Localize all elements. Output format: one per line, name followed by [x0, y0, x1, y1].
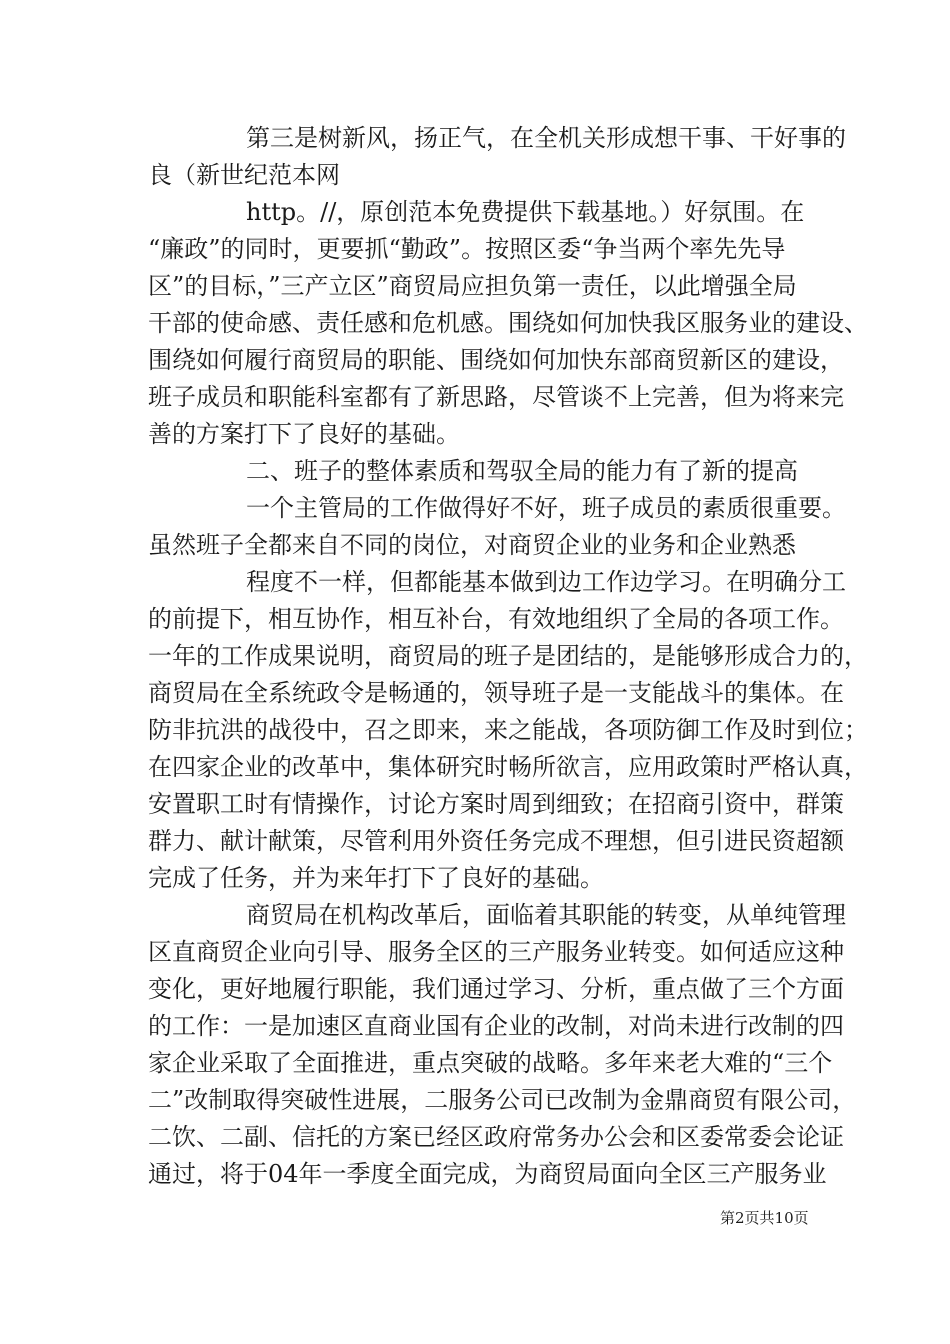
paragraph-line: 二饮、二副、信托的方案已经区政府常务办公会和区委常委会论证 — [148, 1123, 844, 1151]
paragraph-line: 一个主管局的工作做得好不好，班子成员的素质很重要。 — [246, 494, 846, 522]
paragraph-line: 的工作：一是加速区直商业国有企业的改制，对尚未进行改制的四 — [148, 1012, 844, 1040]
paragraph-line: 虽然班子全都来自不同的岗位，对商贸企业的业务和企业熟悉 — [148, 531, 796, 559]
paragraph-line: 第三是树新风，扬正气，在全机关形成想干事、干好事的 — [246, 124, 846, 152]
paragraph-line: 群力、献计献策，尽管利用外资任务完成不理想，但引进民资超额 — [148, 827, 844, 855]
paragraph-line: 围绕如何履行商贸局的职能、围绕如何加快东部商贸新区的建设， — [148, 346, 844, 374]
paragraph-line: 通过，将于04年一季度全面完成，为商贸局面向全区三产服务业 — [148, 1160, 827, 1188]
paragraph-line: 区直商贸企业向引导、服务全区的三产服务业转变。如何适应这种 — [148, 938, 844, 966]
paragraph-line: 的前提下，相互协作，相互补台，有效地组织了全局的各项工作。 — [148, 605, 844, 633]
paragraph-line: 善的方案打下了良好的基础。 — [148, 420, 460, 448]
paragraph-line: 商贸局在机构改革后，面临着其职能的转变，从单纯管理 — [246, 901, 846, 929]
paragraph-line: “廉政”的同时，更要抓“勤政”。按照区委“争当两个率先先导 — [148, 235, 786, 263]
paragraph-line: 防非抗洪的战役中，召之即来，来之能战，各项防御工作及时到位； — [148, 716, 868, 744]
paragraph-line: 区”的目标，”三产立区”商贸局应担负第一责任，以此增强全局 — [148, 272, 797, 300]
paragraph-line: 家企业采取了全面推进，重点突破的战略。多年来老大难的“三个 — [148, 1049, 833, 1077]
paragraph-line: 干部的使命感、责任感和危机感。围绕如何加快我区服务业的建设、 — [148, 309, 868, 337]
paragraph-line: 程度不一样，但都能基本做到边工作边学习。在明确分工 — [246, 568, 846, 596]
paragraph-line: 一年的工作成果说明，商贸局的班子是团结的，是能够形成合力的， — [148, 642, 868, 670]
paragraph-line: 完成了任务，并为来年打下了良好的基础。 — [148, 864, 604, 892]
paragraph-line: http。//，原创范本免费提供下载基地。）好氛围。在 — [246, 198, 805, 226]
paragraph-line: 良（新世纪范本网 — [148, 161, 340, 189]
paragraph-line: 变化，更好地履行职能，我们通过学习、分析，重点做了三个方面 — [148, 975, 844, 1003]
paragraph-line: 在四家企业的改革中，集体研究时畅所欲言，应用政策时严格认真， — [148, 753, 868, 781]
section-heading: 二、班子的整体素质和驾驭全局的能力有了新的提高 — [246, 457, 798, 485]
page-number-footer: 第2页共10页 — [720, 1209, 809, 1227]
paragraph-line: 商贸局在全系统政令是畅通的，领导班子是一支能战斗的集体。在 — [148, 679, 844, 707]
paragraph-line: 安置职工时有情操作，讨论方案时周到细致；在招商引资中，群策 — [148, 790, 844, 818]
paragraph-line: 班子成员和职能科室都有了新思路，尽管谈不上完善，但为将来完 — [148, 383, 844, 411]
paragraph-line: 二”改制取得突破性进展，二服务公司已改制为金鼎商贸有限公司， — [148, 1086, 857, 1114]
